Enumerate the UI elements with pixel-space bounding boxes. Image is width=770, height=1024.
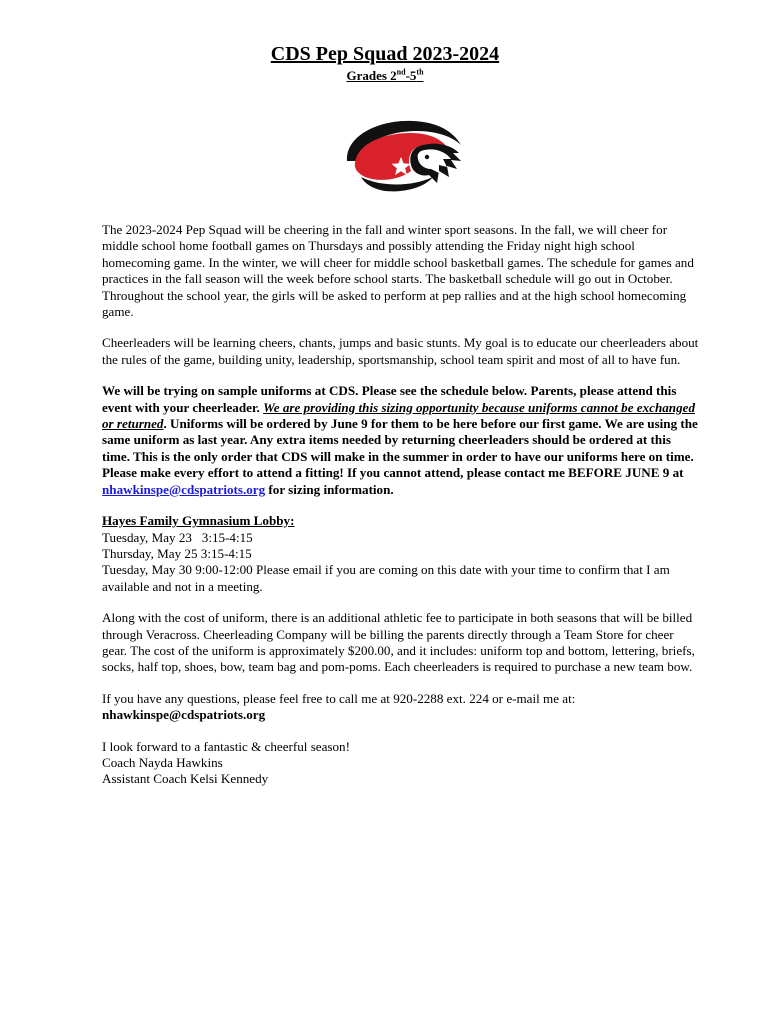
email-link[interactable]: nhawkinspe@cdspatriots.org <box>102 481 266 497</box>
fees-paragraph: Along with the cost of uniform, there is an additional athletic fee to participate in both seasons that will be billed through Veracross. Cheerleading Company will be billing the parents directly through a Team Store for cheer gear. The cost of the uniform is approximately $200.00, and it includes: uniform top and bottom, lettering, briefs, socks, half top, shoes, bow, team bag and pom-poms. Each cheerleaders is required to purchase a new team bow. <box>102 610 695 675</box>
schedule-row: Thursday, May 25 3:15-4:15 <box>102 545 252 561</box>
subtitle-prefix: Grades 2 <box>346 68 397 83</box>
eagle-head-logo-icon <box>341 117 463 195</box>
contact-paragraph <box>102 691 700 724</box>
schedule-section <box>102 513 700 595</box>
closing-section <box>102 739 700 788</box>
schedule-row: Tuesday, May 30 9:00-12:00 Please email if you are coming on this date with your time to confirm that I am available and not in a meeting. <box>102 562 670 594</box>
uniform-emphasis: We are providing this sizing opportunity because uniforms cannot be exchanged or returned <box>102 399 695 432</box>
schedule-row: Tuesday, May 23 3:15-4:15 <box>102 529 253 545</box>
uniform-text-a: We will be trying on sample uniforms at CDS. Please see the schedule below. Parents, please attend this event with your cheerleader. <box>102 383 677 415</box>
logo-eye <box>425 155 429 159</box>
assistant-coach-name: Assistant Coach Kelsi Kennedy <box>102 771 269 787</box>
page-subtitle <box>0 68 770 84</box>
intro-paragraph: The 2023-2024 Pep Squad will be cheering in the fall and winter sport seasons. In the fall, we will cheer for middle school home football games on Thursdays and possibly attending the Friday night high school homecoming game. In the winter, we will cheer for middle school basketball games. The schedule for games and practices in the fall season will the week before school starts. The basketball schedule will go out in October. Throughout the school year, the girls will be asked to perform at pep rallies and at the high school homecoming game. <box>102 222 694 320</box>
contact-email: nhawkinspe@cdspatriots.org <box>102 707 266 723</box>
logo-lower-swoosh <box>361 177 433 191</box>
letter-body <box>102 222 700 803</box>
schedule-heading: Hayes Family Gymnasium Lobby: <box>102 513 295 529</box>
closing-line: I look forward to a fantastic & cheerful season! <box>102 738 350 754</box>
uniform-text-b: . Uniforms will be ordered by June 9 for them to be here before our first game. We are using the same uniform as last year. Any extra items needed by returning cheerleaders should be ordered at this time. This is the only order that CDS will make in the summer in order to have our uniforms here on time. Please make every effort to attend a fitting! If you cannot attend, please contact me BEFORE JUNE 9 at <box>102 416 698 481</box>
subtitle-sup-th: th <box>416 67 424 77</box>
subtitle-sup-nd: nd <box>396 67 406 77</box>
page-title: CDS Pep Squad 2023-2024 <box>270 43 500 65</box>
contact-text: If you have any questions, please feel free to call me at 920-2288 ext. 224 or e-mail me at: <box>102 690 576 706</box>
uniform-paragraph <box>102 383 700 498</box>
uniform-text-c: for sizing information. <box>265 481 394 497</box>
goals-paragraph: Cheerleaders will be learning cheers, chants, jumps and basic stunts. My goal is to educate our cheerleaders about the rules of the game, building unity, leadership, sportsmanship, school team spirit and most of all to have fun. <box>102 335 699 367</box>
coach-name: Coach Nayda Hawkins <box>102 754 223 770</box>
subtitle-mid: -5 <box>405 68 417 83</box>
